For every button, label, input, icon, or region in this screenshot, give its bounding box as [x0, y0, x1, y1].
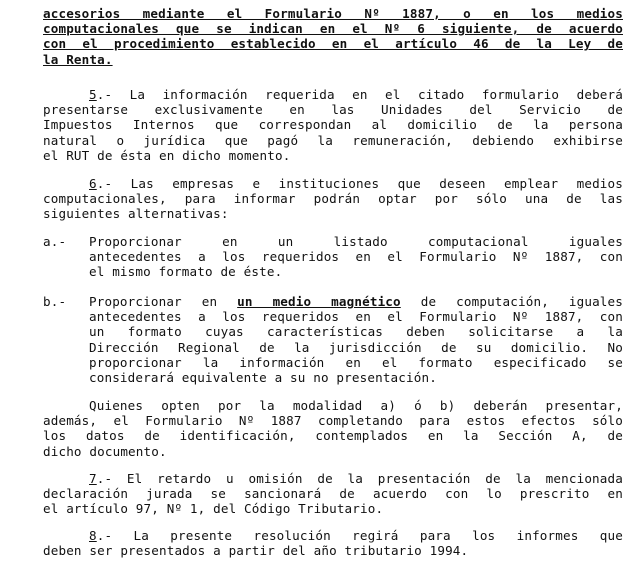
list-item-line: Dirección Regional de la jurisdicción de su domicilio. No — [89, 339, 623, 355]
intro-line: con el procedimiento establecido en el artículo 46 de la Ley de — [43, 36, 623, 52]
list-item-line: el mismo formato de éste. — [89, 264, 283, 280]
list-item-body — [89, 294, 623, 385]
paragraph-line: computacionales, para informar podrán optar por sólo una de las — [43, 191, 623, 207]
paragraph-8 — [43, 528, 623, 558]
list-item-a — [43, 234, 623, 280]
paragraph-line: declaración jurada se sancionará de acuerdo con lo prescrito en — [43, 486, 623, 502]
paragraph-7 — [43, 471, 623, 517]
list-item-line: considerará equivalente a su no presentación. — [89, 370, 437, 386]
paragraph-lead: Quienes opten por la modalidad a) ó b) deberán presentar, — [89, 398, 623, 413]
paragraph-number: 7 — [89, 471, 97, 486]
paragraph-line: natural o jurídica que pagó la remuneración, debiendo exhibirse — [43, 132, 623, 148]
list-item-line: proporcionar la información en el formato especificado se — [89, 354, 623, 370]
paragraph-line: el RUT de ésta en dicho momento. — [43, 147, 291, 163]
paragraph-lead: .- La presente resolución regirá para los informes que — [96, 528, 623, 543]
emphasis-text: un medio magnético — [237, 294, 401, 309]
list-item-label: b.- — [43, 294, 67, 309]
list-item-line: Proporcionar en un listado computacional iguales — [89, 234, 623, 249]
paragraph-lead: .- El retardo u omisión de la presentación de la mencionada — [96, 471, 623, 486]
paragraph-line: además, el Formulario Nº 1887 completando para estos efectos sólo — [43, 413, 623, 429]
paragraph-lead: .- La información requerida en el citado formulario deberá — [96, 87, 623, 102]
intro-line: la Renta. — [43, 51, 113, 67]
paragraph-7-first-line — [43, 471, 623, 486]
list-item-label: a.- — [43, 234, 67, 249]
paragraph-line: siguientes alternativas: — [43, 206, 229, 222]
intro-paragraph — [43, 6, 623, 67]
paragraph-line: Impuestos Internos que correspondan al domicilio de la persona — [43, 117, 623, 133]
paragraph-first-line — [43, 398, 623, 413]
paragraph-6 — [43, 176, 623, 222]
paragraph-number: 6 — [89, 176, 97, 191]
intro-line: computacionales que se indican en el Nº 6 siguiente, de acuerdo — [43, 21, 623, 37]
paragraph-number: 8 — [89, 528, 97, 543]
paragraph-number: 5 — [89, 87, 97, 102]
list-item-b — [43, 294, 623, 386]
paragraph-6-first-line — [43, 176, 623, 191]
intro-line: accesorios mediante el Formulario Nº 1887, o en los medios — [43, 6, 623, 21]
list-item-line: un formato cuyas características deben solicitarse a la — [89, 324, 623, 340]
list-item-body — [89, 234, 623, 280]
paragraph-line: dicho documento. — [43, 443, 167, 459]
list-item-line: antecedentes a los requeridos en el Formulario Nº 1887, con — [89, 249, 623, 265]
list-item-first-line: Proporcionar en un medio magnético de computación, iguales — [89, 294, 624, 309]
paragraph-line: deben ser presentados a partir del año tributario 1994. — [43, 543, 469, 559]
paragraph-line: el artículo 97, Nº 1, del Código Tributario. — [43, 501, 384, 517]
paragraph-line: presentarse exclusivamente en las Unidades del Servicio de — [43, 102, 623, 118]
paragraph-lead: .- Las empresas e instituciones que deseen emplear medios — [96, 176, 623, 191]
paragraph-5 — [43, 87, 623, 163]
paragraph-5-first-line — [43, 87, 623, 102]
paragraph-quienes — [43, 398, 623, 459]
paragraph-8-first-line — [43, 528, 623, 543]
list-item-line: antecedentes a los requeridos en el Formulario Nº 1887, con — [89, 309, 623, 325]
paragraph-line: los datos de identificación, contemplados en la Sección A, de — [43, 428, 623, 444]
